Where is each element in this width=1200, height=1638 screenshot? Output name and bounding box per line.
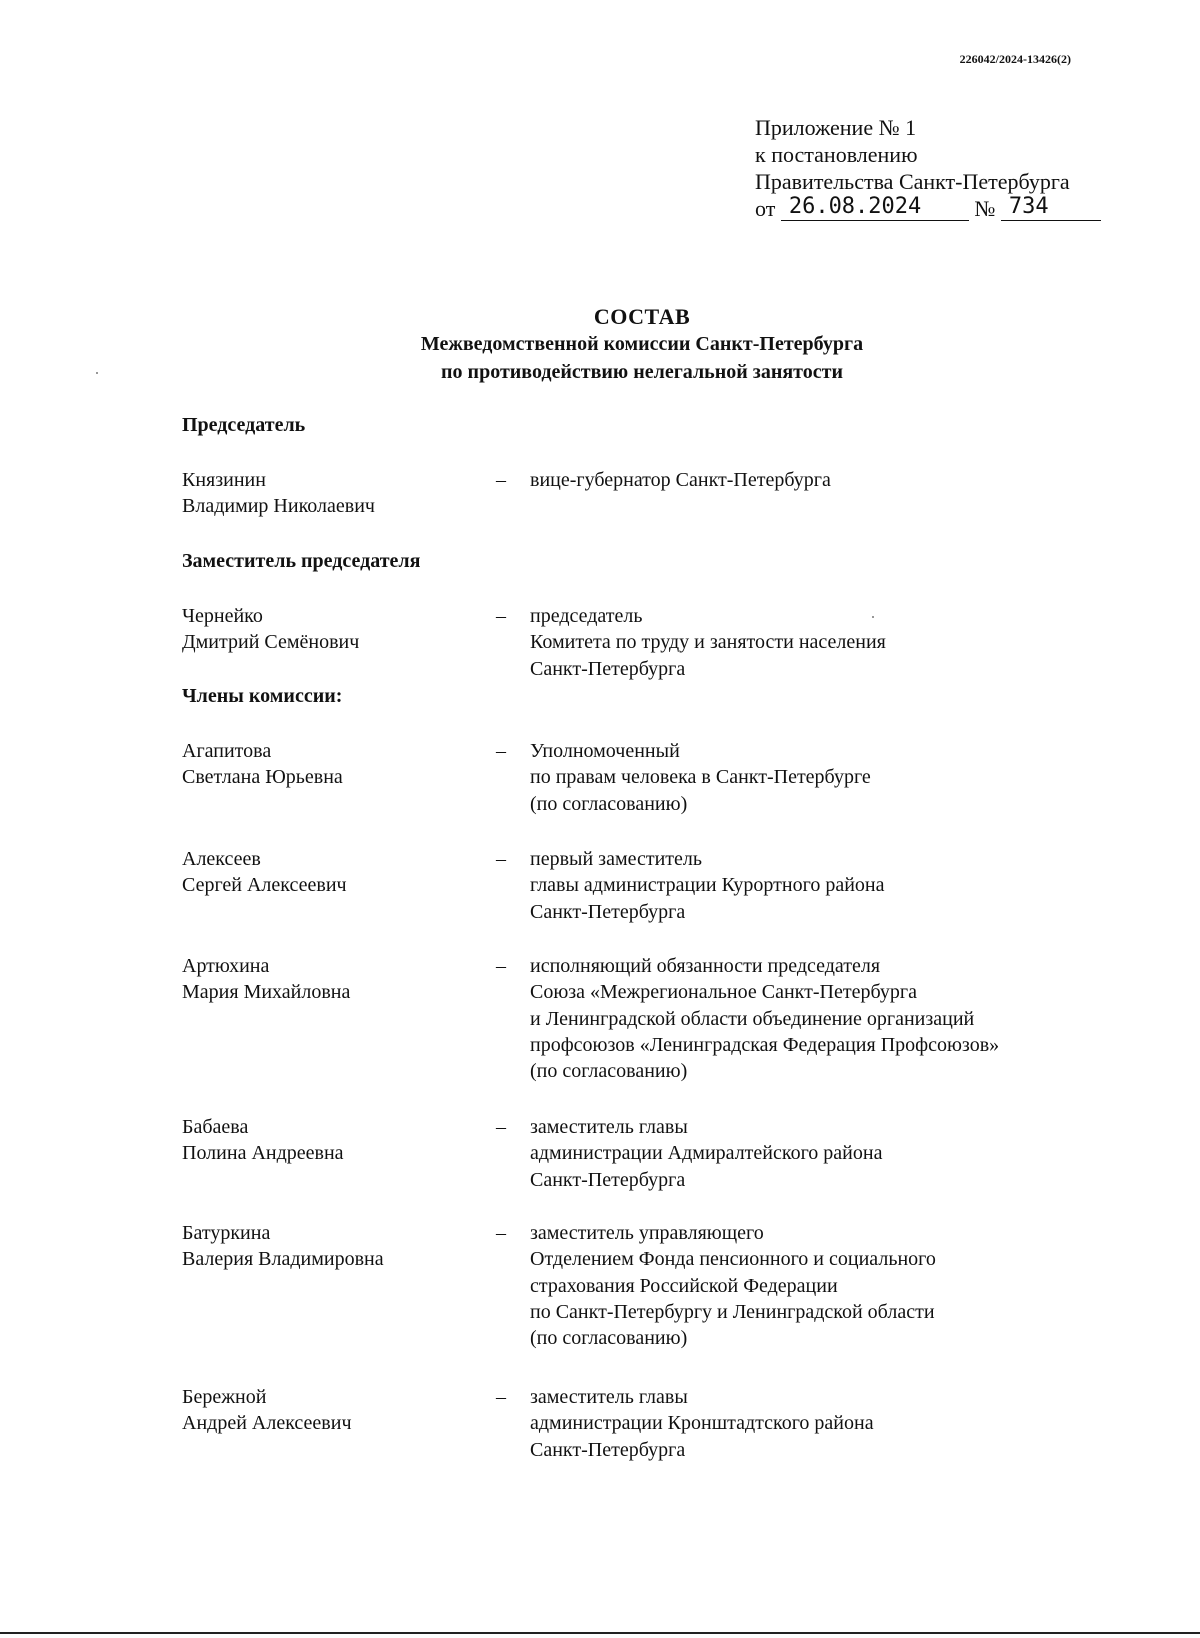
appendix-reference: к постановлению [755,142,918,167]
member-name [182,846,482,899]
position-line: (по согласованию) [530,1060,688,1083]
member-position [530,467,1130,493]
dash-separator: – [496,848,506,870]
position-line: Уполномоченный [530,740,680,762]
position-line: Комитета по труду и занятости населения [530,631,886,654]
member-surname: Артюхина [182,955,270,977]
from-label: от [755,196,776,221]
dash-separator: – [496,1222,506,1244]
title-subtitle-1: Межведомственной комиссии Санкт-Петербурга [420,333,864,355]
position-line: вице-губернатор Санкт-Петербурга [530,469,831,491]
member-surname: Батуркина [182,1222,271,1244]
member-given-name: Валерия Владимировна [182,1248,384,1271]
position-line: по Санкт-Петербургу и Ленинградской области [530,1300,935,1323]
position-line: заместитель управляющего [530,1222,764,1244]
dash-separator: – [496,1386,506,1408]
dash-separator: – [496,740,506,762]
member-position [530,1220,1130,1351]
position-line: Союза «Межрегиональное Санкт-Петербурга [530,981,917,1004]
member-given-name: Владимир Николаевич [182,495,375,518]
member-name [182,953,482,1006]
position-line: администрации Кронштадтского района [530,1412,874,1435]
section-members-heading: Члены комиссии: [182,685,343,707]
member-given-name: Полина Андреевна [182,1142,344,1165]
position-line: (по согласованию) [530,792,688,815]
dash-separator: – [496,605,506,627]
member-surname: Алексеев [182,848,261,870]
position-line: Санкт-Петербурга [530,657,686,680]
position-line: председатель [530,605,643,627]
document-title [0,303,1200,386]
member-surname: Князинин [182,469,266,491]
member-given-name: Сергей Алексеевич [182,874,347,897]
position-line: администрации Адмиралтейского района [530,1142,883,1165]
section-chair-heading: Председатель [182,414,306,436]
position-line: Отделением Фонда пенсионного и социального [530,1248,936,1271]
dash-separator: – [496,469,506,491]
position-line: заместитель главы [530,1116,688,1138]
appendix-title: Приложение № 1 [755,115,917,140]
position-line: первый заместитель [530,848,703,870]
position-line: исполняющий обязанности председателя [530,955,881,977]
position-line: главы администрации Курортного района [530,874,885,897]
document-registration-number: 226042/2024-13426(2) [959,52,1071,66]
member-surname: Чернейко [182,605,263,627]
appendix-issuer: Правительства Санкт-Петербурга [755,169,1070,194]
member-position [530,846,1130,925]
member-name [182,1220,482,1273]
member-name [182,467,482,520]
member-name [182,603,482,656]
scan-speck [96,372,98,374]
title-main: СОСТАВ [593,304,691,329]
position-line: Санкт-Петербурга [530,1438,686,1461]
appendix-header [755,114,1101,222]
member-name [182,1114,482,1167]
position-line: Санкт-Петербурга [530,900,686,923]
member-name [182,738,482,791]
section-deputy-heading: Заместитель председателя [182,550,421,572]
dash-separator: – [496,955,506,977]
number-label: № [974,196,996,221]
member-position [530,603,1130,682]
position-line: Санкт-Петербурга [530,1168,686,1191]
title-subtitle-2: по противодействию нелегальной занятости [441,361,843,383]
member-surname: Бережной [182,1386,267,1408]
resolution-date: 26.08.2024 [781,195,969,221]
member-given-name: Мария Михайловна [182,981,351,1004]
scan-speck [872,616,874,618]
member-position [530,1114,1130,1193]
dash-separator: – [496,1116,506,1138]
appendix-date-line [755,195,1101,222]
position-line: профсоюзов «Ленинградская Федерация Профсоюзов» [530,1033,1000,1056]
member-given-name: Андрей Алексеевич [182,1412,352,1435]
member-given-name: Дмитрий Семёнович [182,631,360,654]
member-position [530,953,1130,1084]
position-line: заместитель главы [530,1386,688,1408]
position-line: по правам человека в Санкт-Петербурге [530,766,871,789]
member-position [530,1384,1130,1463]
scan-bottom-edge [0,1632,1200,1634]
member-surname: Агапитова [182,740,272,762]
position-line: страхования Российской Федерации [530,1274,838,1297]
member-name [182,1384,482,1437]
position-line: и Ленинградской области объединение организаций [530,1007,975,1030]
member-given-name: Светлана Юрьевна [182,766,343,789]
position-line: (по согласованию) [530,1327,688,1350]
resolution-number: 734 [1001,195,1101,221]
member-surname: Бабаева [182,1116,249,1138]
member-position [530,738,1130,817]
